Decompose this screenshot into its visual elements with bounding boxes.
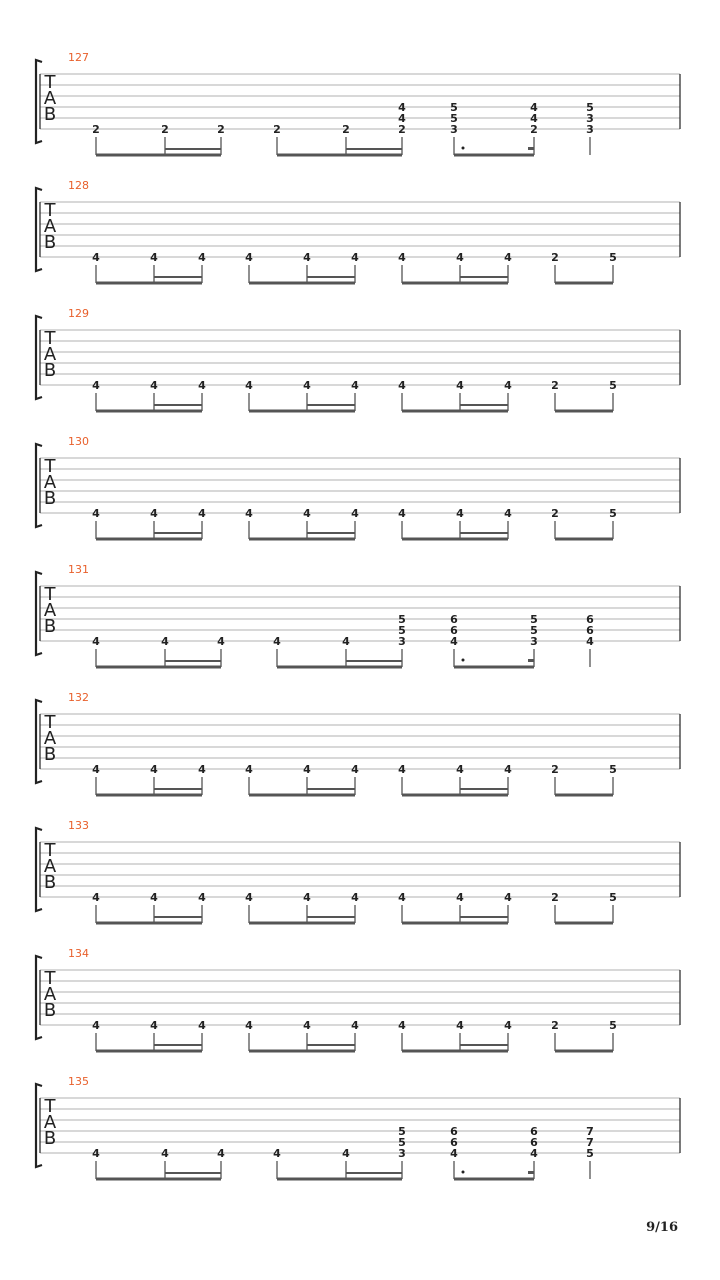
fret-number: 4: [217, 635, 225, 648]
tab-clef-letter: B: [43, 872, 57, 893]
fret-number: 5: [609, 763, 617, 776]
fret-number: 6: [530, 1136, 538, 1149]
tab-clef-letter: T: [44, 200, 56, 221]
fret-number: 3: [398, 1147, 406, 1160]
fret-number: 4: [398, 101, 406, 114]
fret-number: 4: [303, 251, 311, 264]
fret-number: 5: [530, 624, 538, 637]
fret-number: 4: [351, 379, 359, 392]
measure-number: 130: [68, 435, 89, 448]
fret-number: 4: [198, 251, 206, 264]
fret-number: 4: [92, 1019, 100, 1032]
system-bracket: [36, 1084, 42, 1167]
fret-number: 4: [303, 1019, 311, 1032]
fret-number: 4: [504, 1019, 512, 1032]
fret-number: 4: [303, 763, 311, 776]
fret-number: 4: [161, 635, 169, 648]
tab-clef-letter: B: [43, 616, 57, 637]
tab-clef-letter: B: [43, 1000, 57, 1021]
fret-number: 4: [303, 507, 311, 520]
measure-number: 135: [68, 1075, 89, 1088]
staff-system-128: [36, 179, 680, 283]
fret-number: 5: [609, 379, 617, 392]
fret-number: 4: [92, 379, 100, 392]
staff-system-127: [36, 51, 680, 155]
fret-number: 4: [398, 379, 406, 392]
fret-number: 4: [198, 379, 206, 392]
fret-number: 4: [150, 507, 158, 520]
fret-number: 4: [198, 507, 206, 520]
fret-number: 4: [303, 379, 311, 392]
fret-number: 4: [530, 112, 538, 125]
tab-clef-letter: A: [43, 984, 57, 1005]
fret-number: 4: [450, 1147, 458, 1160]
fret-number: 5: [450, 101, 458, 114]
tab-clef-letter: B: [43, 104, 57, 125]
measure-number: 131: [68, 563, 89, 576]
fret-number: 6: [450, 613, 458, 626]
fret-number: 4: [456, 379, 464, 392]
fret-number: 5: [398, 1136, 406, 1149]
staff-system-133: [36, 819, 680, 923]
tab-clef-letter: B: [43, 232, 57, 253]
fret-number: 4: [504, 891, 512, 904]
fret-number: 4: [504, 763, 512, 776]
fret-number: 2: [551, 1019, 559, 1032]
fret-number: 3: [398, 635, 406, 648]
fret-number: 5: [398, 624, 406, 637]
fret-number: 6: [450, 1125, 458, 1138]
fret-number: 4: [245, 1019, 253, 1032]
tab-clef-letter: T: [44, 456, 56, 477]
measure-number: 134: [68, 947, 89, 960]
fret-number: 4: [530, 1147, 538, 1160]
fret-number: 4: [351, 251, 359, 264]
fret-number: 4: [245, 507, 253, 520]
fret-number: 3: [530, 635, 538, 648]
fret-number: 5: [398, 1125, 406, 1138]
fret-number: 4: [398, 1019, 406, 1032]
fret-number: 4: [504, 379, 512, 392]
tab-clef-letter: T: [44, 1096, 56, 1117]
fret-number: 7: [586, 1125, 594, 1138]
fret-number: 4: [150, 251, 158, 264]
fret-number: 4: [92, 763, 100, 776]
measure-number: 133: [68, 819, 89, 832]
fret-number: 3: [450, 123, 458, 136]
fret-number: 4: [245, 379, 253, 392]
short-beam: [528, 147, 534, 150]
page-number: 9/16: [646, 1220, 678, 1235]
fret-number: 6: [450, 1136, 458, 1149]
fret-number: 4: [303, 891, 311, 904]
system-bracket: [36, 60, 42, 143]
fret-number: 4: [150, 891, 158, 904]
fret-number: 4: [92, 891, 100, 904]
tab-clef-letter: T: [44, 968, 56, 989]
fret-number: 6: [586, 613, 594, 626]
tab-clef-letter: B: [43, 488, 57, 509]
fret-number: 4: [245, 891, 253, 904]
tab-clef-letter: A: [43, 1112, 57, 1133]
fret-number: 4: [398, 507, 406, 520]
fret-number: 4: [198, 1019, 206, 1032]
fret-number: 2: [551, 891, 559, 904]
system-bracket: [36, 572, 42, 655]
fret-number: 5: [450, 112, 458, 125]
fret-number: 4: [150, 379, 158, 392]
tab-clef-letter: B: [43, 360, 57, 381]
fret-number: 4: [273, 1147, 281, 1160]
measure-number: 128: [68, 179, 89, 192]
fret-number: 3: [586, 123, 594, 136]
tab-clef-letter: T: [44, 328, 56, 349]
fret-number: 6: [530, 1125, 538, 1138]
tab-clef-letter: A: [43, 88, 57, 109]
system-bracket: [36, 188, 42, 271]
fret-number: 4: [273, 635, 281, 648]
fret-number: 2: [551, 507, 559, 520]
fret-number: 4: [92, 251, 100, 264]
fret-number: 4: [217, 1147, 225, 1160]
fret-number: 4: [398, 891, 406, 904]
tab-clef-letter: T: [44, 712, 56, 733]
fret-number: 4: [504, 507, 512, 520]
fret-number: 4: [504, 251, 512, 264]
fret-number: 4: [150, 1019, 158, 1032]
fret-number: 5: [530, 613, 538, 626]
fret-number: 2: [342, 123, 350, 136]
fret-number: 4: [398, 112, 406, 125]
system-bracket: [36, 700, 42, 783]
fret-number: 5: [586, 1147, 594, 1160]
fret-number: 2: [551, 379, 559, 392]
fret-number: 2: [217, 123, 225, 136]
fret-number: 4: [198, 763, 206, 776]
fret-number: 4: [456, 763, 464, 776]
system-bracket: [36, 444, 42, 527]
fret-number: 2: [92, 123, 100, 136]
measure-number: 129: [68, 307, 89, 320]
fret-number: 5: [609, 507, 617, 520]
fret-number: 4: [450, 635, 458, 648]
fret-number: 7: [586, 1136, 594, 1149]
system-bracket: [36, 956, 42, 1039]
fret-number: 4: [161, 1147, 169, 1160]
tab-clef-letter: A: [43, 728, 57, 749]
fret-number: 4: [586, 635, 594, 648]
tab-clef-letter: B: [43, 1128, 57, 1149]
fret-number: 4: [92, 507, 100, 520]
staff-system-131: [36, 563, 680, 667]
fret-number: 4: [92, 635, 100, 648]
fret-number: 4: [456, 507, 464, 520]
tab-clef-letter: A: [43, 216, 57, 237]
fret-number: 4: [456, 891, 464, 904]
tab-clef-letter: B: [43, 744, 57, 765]
staff-system-130: [36, 435, 680, 539]
fret-number: 2: [551, 763, 559, 776]
tab-clef-letter: A: [43, 344, 57, 365]
fret-number: 4: [245, 763, 253, 776]
fret-number: 4: [92, 1147, 100, 1160]
dot: [462, 659, 465, 662]
system-bracket: [36, 828, 42, 911]
fret-number: 4: [351, 1019, 359, 1032]
fret-number: 2: [273, 123, 281, 136]
fret-number: 5: [609, 1019, 617, 1032]
tab-clef-letter: T: [44, 584, 56, 605]
fret-number: 4: [150, 763, 158, 776]
fret-number: 5: [609, 891, 617, 904]
fret-number: 4: [456, 1019, 464, 1032]
fret-number: 2: [161, 123, 169, 136]
fret-number: 4: [530, 101, 538, 114]
fret-number: 6: [450, 624, 458, 637]
tab-clef-letter: T: [44, 840, 56, 861]
measure-number: 132: [68, 691, 89, 704]
short-beam: [528, 1171, 534, 1174]
fret-number: 4: [351, 763, 359, 776]
fret-number: 2: [530, 123, 538, 136]
fret-number: 5: [609, 251, 617, 264]
fret-number: 4: [351, 891, 359, 904]
fret-number: 2: [398, 123, 406, 136]
tab-clef-letter: A: [43, 600, 57, 621]
fret-number: 4: [342, 635, 350, 648]
fret-number: 4: [398, 251, 406, 264]
short-beam: [528, 659, 534, 662]
system-bracket: [36, 316, 42, 399]
staff-system-134: [36, 947, 680, 1051]
fret-number: 6: [586, 624, 594, 637]
fret-number: 2: [551, 251, 559, 264]
fret-number: 4: [198, 891, 206, 904]
tab-clef-letter: T: [44, 72, 56, 93]
staff-system-129: [36, 307, 680, 411]
dot: [462, 147, 465, 150]
tab-clef-letter: A: [43, 856, 57, 877]
dot: [462, 1171, 465, 1174]
fret-number: 4: [398, 763, 406, 776]
fret-number: 3: [586, 112, 594, 125]
staff-system-132: [36, 691, 680, 795]
measure-number: 127: [68, 51, 89, 64]
fret-number: 5: [398, 613, 406, 626]
fret-number: 4: [342, 1147, 350, 1160]
fret-number: 4: [456, 251, 464, 264]
tab-clef-letter: A: [43, 472, 57, 493]
staff-system-135: [36, 1075, 680, 1179]
fret-number: 4: [351, 507, 359, 520]
fret-number: 5: [586, 101, 594, 114]
fret-number: 4: [245, 251, 253, 264]
